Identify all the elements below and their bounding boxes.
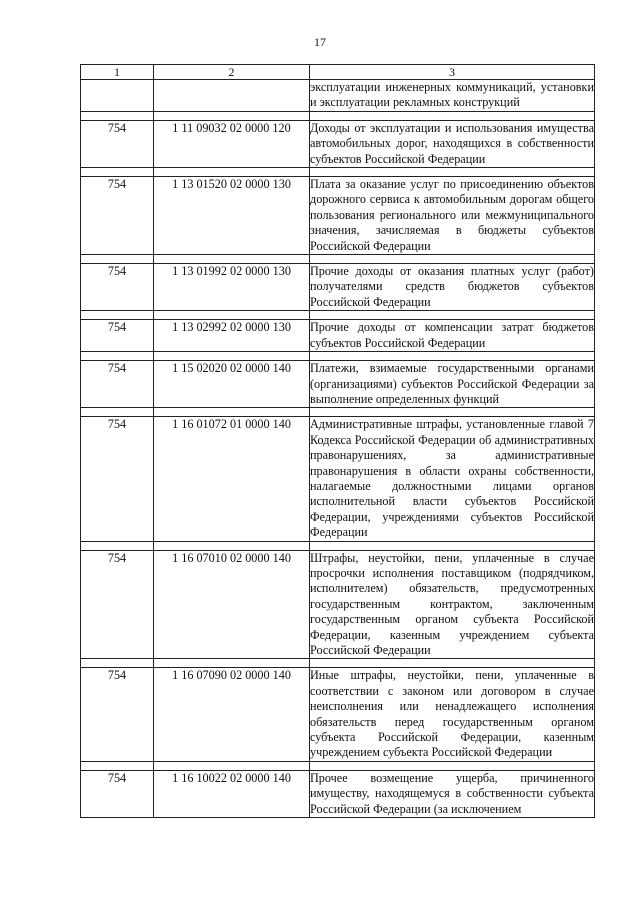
table-header-row xyxy=(81,65,595,80)
budget-code-cell: 1 13 01520 02 0000 130 xyxy=(154,177,310,255)
continuation-cell-code xyxy=(154,80,310,112)
admin-code-cell: 754 xyxy=(81,264,154,311)
continuation-row xyxy=(81,80,595,112)
table-row xyxy=(81,177,595,255)
description-cell: Иные штрафы, неустойки, пени, уплаченные в соответствии с законом или договором в случае неисполнения или ненадлежащего исполнения обязательств перед государственным органом субъекта Российской Федерации, казенным учреждением субъекта Российской Федерации xyxy=(310,668,594,760)
continuation-cell-desc: эксплуатации инженерных коммуникаций, установки и эксплуатации рекламных конструкций xyxy=(310,80,594,110)
header-col-1: 1 xyxy=(81,65,154,80)
admin-code-cell: 754 xyxy=(81,120,154,167)
admin-code-cell: 754 xyxy=(81,177,154,255)
description-cell: Доходы от эксплуатации и использования имущества автомобильных дорог, находящихся в собственности субъектов Российской Федерации xyxy=(310,120,594,166)
admin-code-cell: 754 xyxy=(81,668,154,761)
header-col-2: 2 xyxy=(154,65,310,80)
table-row xyxy=(81,550,595,659)
budget-code-cell: 1 16 01072 01 0000 140 xyxy=(154,417,310,541)
budget-code-cell: 1 13 02992 02 0000 130 xyxy=(154,320,310,352)
budget-code-cell: 1 15 02020 02 0000 140 xyxy=(154,361,310,408)
admin-code-cell: 754 xyxy=(81,320,154,352)
revenue-codes-table xyxy=(80,64,595,818)
admin-code-cell: 754 xyxy=(81,550,154,659)
admin-code-cell: 754 xyxy=(81,417,154,541)
description-cell: Прочие доходы от оказания платных услуг (работ) получателями средств бюджетов субъектов Российской Федерации xyxy=(310,264,594,309)
budget-code-cell: 1 13 01992 02 0000 130 xyxy=(154,264,310,311)
continuation-cell-admin xyxy=(81,80,154,112)
budget-code-cell: 1 16 07090 02 0000 140 xyxy=(154,668,310,761)
table-row xyxy=(81,361,595,408)
table-row xyxy=(81,770,595,817)
header-col-3: 3 xyxy=(310,65,595,80)
description-cell: Платежи, взимаемые государственными органами (организациями) субъектов Российской Федерации за выполнение определенных функций xyxy=(310,361,594,406)
description-cell: Штрафы, неустойки, пени, уплаченные в случае просрочки исполнения поставщиком (подрядчиком, исполнителем) обязательств, предусмотренных государственным контрактом, заключенным государственным органом субъекта Российской Федерации, казенным учреждением субъекта Российской Федерации xyxy=(310,550,594,657)
admin-code-cell: 754 xyxy=(81,770,154,817)
table-row xyxy=(81,264,595,311)
table-row xyxy=(81,417,595,541)
description-cell: Административные штрафы, установленные главой 7 Кодекса Российской Федерации об административных правонарушениях, за административные правонарушения в области охраны собственности, налагаемые должностными лицами органов исполнительной власти субъектов Российской Федерации, учреждениями субъектов Российской Федерации xyxy=(310,417,594,540)
description-cell: Прочие доходы от компенсации затрат бюджетов субъектов Российской Федерации xyxy=(310,320,594,350)
table-row xyxy=(81,668,595,761)
page-number: 17 xyxy=(314,35,326,49)
description-cell: Прочее возмещение ущерба, причиненного имуществу, находящемуся в собственности субъекта Российской Федерации (за исключением xyxy=(310,770,594,816)
budget-code-cell: 1 11 09032 02 0000 120 xyxy=(154,120,310,167)
table-row xyxy=(81,120,595,167)
description-cell: Плата за оказание услуг по присоединению объектов дорожного сервиса к автомобильным дорогам общего пользования регионального или межмуниципального значения, зачисляемая в бюджеты субъектов Российской Федерации xyxy=(310,177,594,253)
budget-code-cell: 1 16 10022 02 0000 140 xyxy=(154,770,310,817)
table-row xyxy=(81,320,595,352)
budget-code-cell: 1 16 07010 02 0000 140 xyxy=(154,550,310,659)
admin-code-cell: 754 xyxy=(81,361,154,408)
